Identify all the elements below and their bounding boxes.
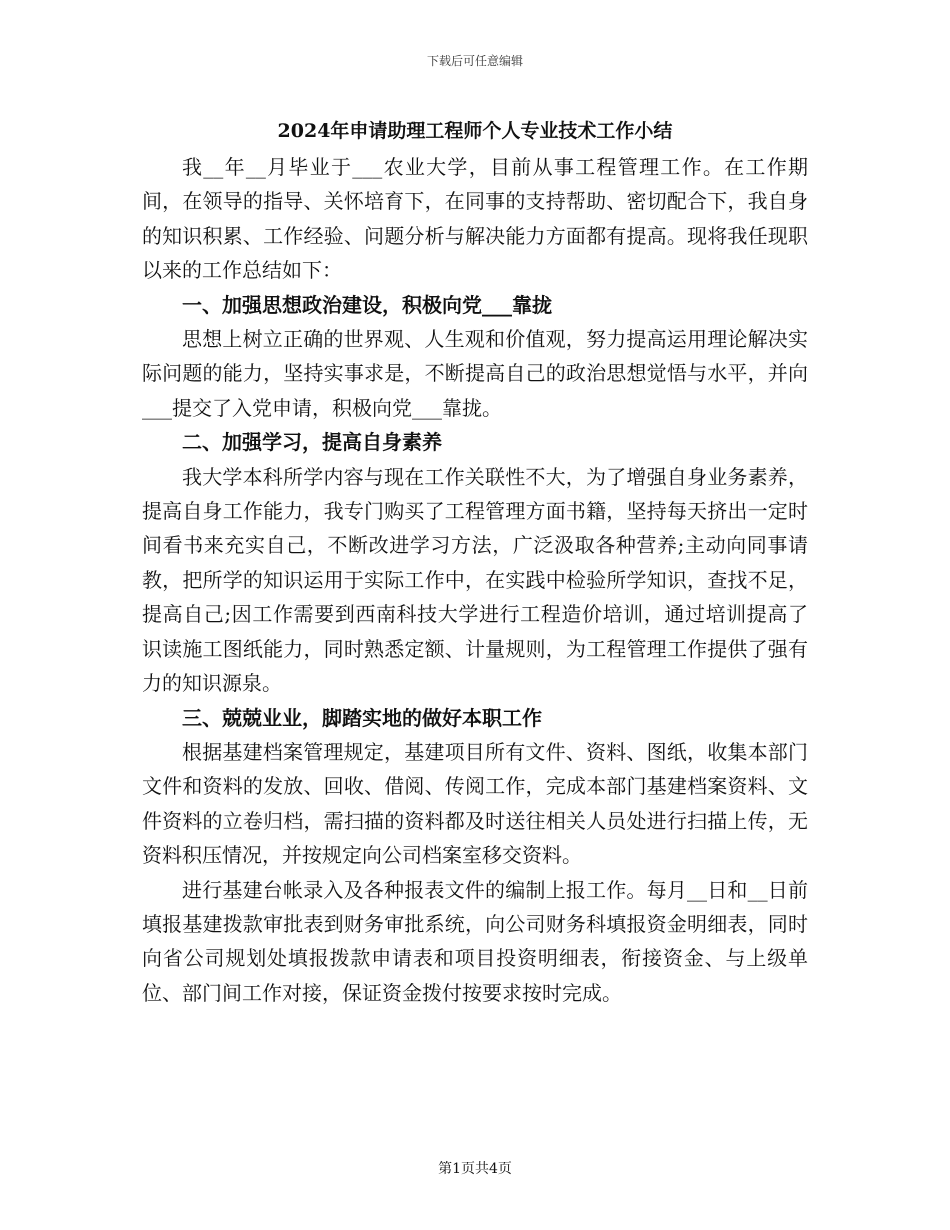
section-heading-3: 三、兢兢业业，脚踏实地的做好本职工作 [182, 705, 542, 730]
header-note: 下载后可任意编辑 [426, 54, 523, 68]
section-2-paragraph-1: 我大学本科所学内容与现在工作关联性不大，为了增强自身业务素养，提高自身工作能力，我专门购买了工程管理方面书籍，坚持每天挤出一定时间看书来充实自己，不断改进学习方法，广泛汲取各种营养;主动向同事请教，把所学的知识运用于实际工作中，在实践中检验所学知识，查找不足，提高自己;因工作需要到西南科技大学进行工程造价培训，通过培训提高了识读施工图纸能力，同时熟悉定额、计量规则，为工程管理工作提供了强有力的知识源泉。 [142, 464, 808, 696]
section-3-paragraph-1: 根据基建档案管理规定，基建项目所有文件、资料、图纸，收集本部门文件和资料的发放、回收、借阅、传阅工作，完成本部门基建档案资料、文件资料的立卷归档，需扫描的资料都及时送往相关人员处进行扫描上传，无资料积压情况，并按规定向公司档案室移交资料。 [142, 739, 808, 868]
document-title: 2024年申请助理工程师个人专业技术工作小结 [277, 120, 673, 142]
page-number-footer: 第1页共4页 [438, 1161, 512, 1177]
section-1-paragraph-1: 思想上树立正确的世界观、人生观和价值观，努力提高运用理论解决实际问题的能力，坚持实事求是，不断提高自己的政治思想觉悟与水平，并向___提交了入党申请，积极向党___靠拢。 [142, 327, 808, 420]
intro-paragraph: 我__年__月毕业于___农业大学，目前从事工程管理工作。在工作期间，在领导的指导、关怀培育下，在同事的支持帮助、密切配合下，我自身的知识积累、工作经验、问题分析与解决能力方面都有提高。现将我任现职以来的工作总结如下： [142, 155, 808, 283]
section-3-paragraph-2: 进行基建台帐录入及各种报表文件的编制上报工作。每月__日和__日前填报基建拨款审批表到财务审批系统，向公司财务科填报资金明细表，同时向省公司规划处填报拨款申请表和项目投资明细表，衔接资金、与上级单位、部门间工作对接，保证资金拨付按要求按时完成。 [142, 877, 808, 1005]
section-heading-1: 一、加强思想政治建设，积极向党___靠拢 [182, 292, 552, 317]
section-heading-2: 二、加强学习，提高自身素养 [182, 430, 442, 455]
document-body [142, 150, 808, 1010]
